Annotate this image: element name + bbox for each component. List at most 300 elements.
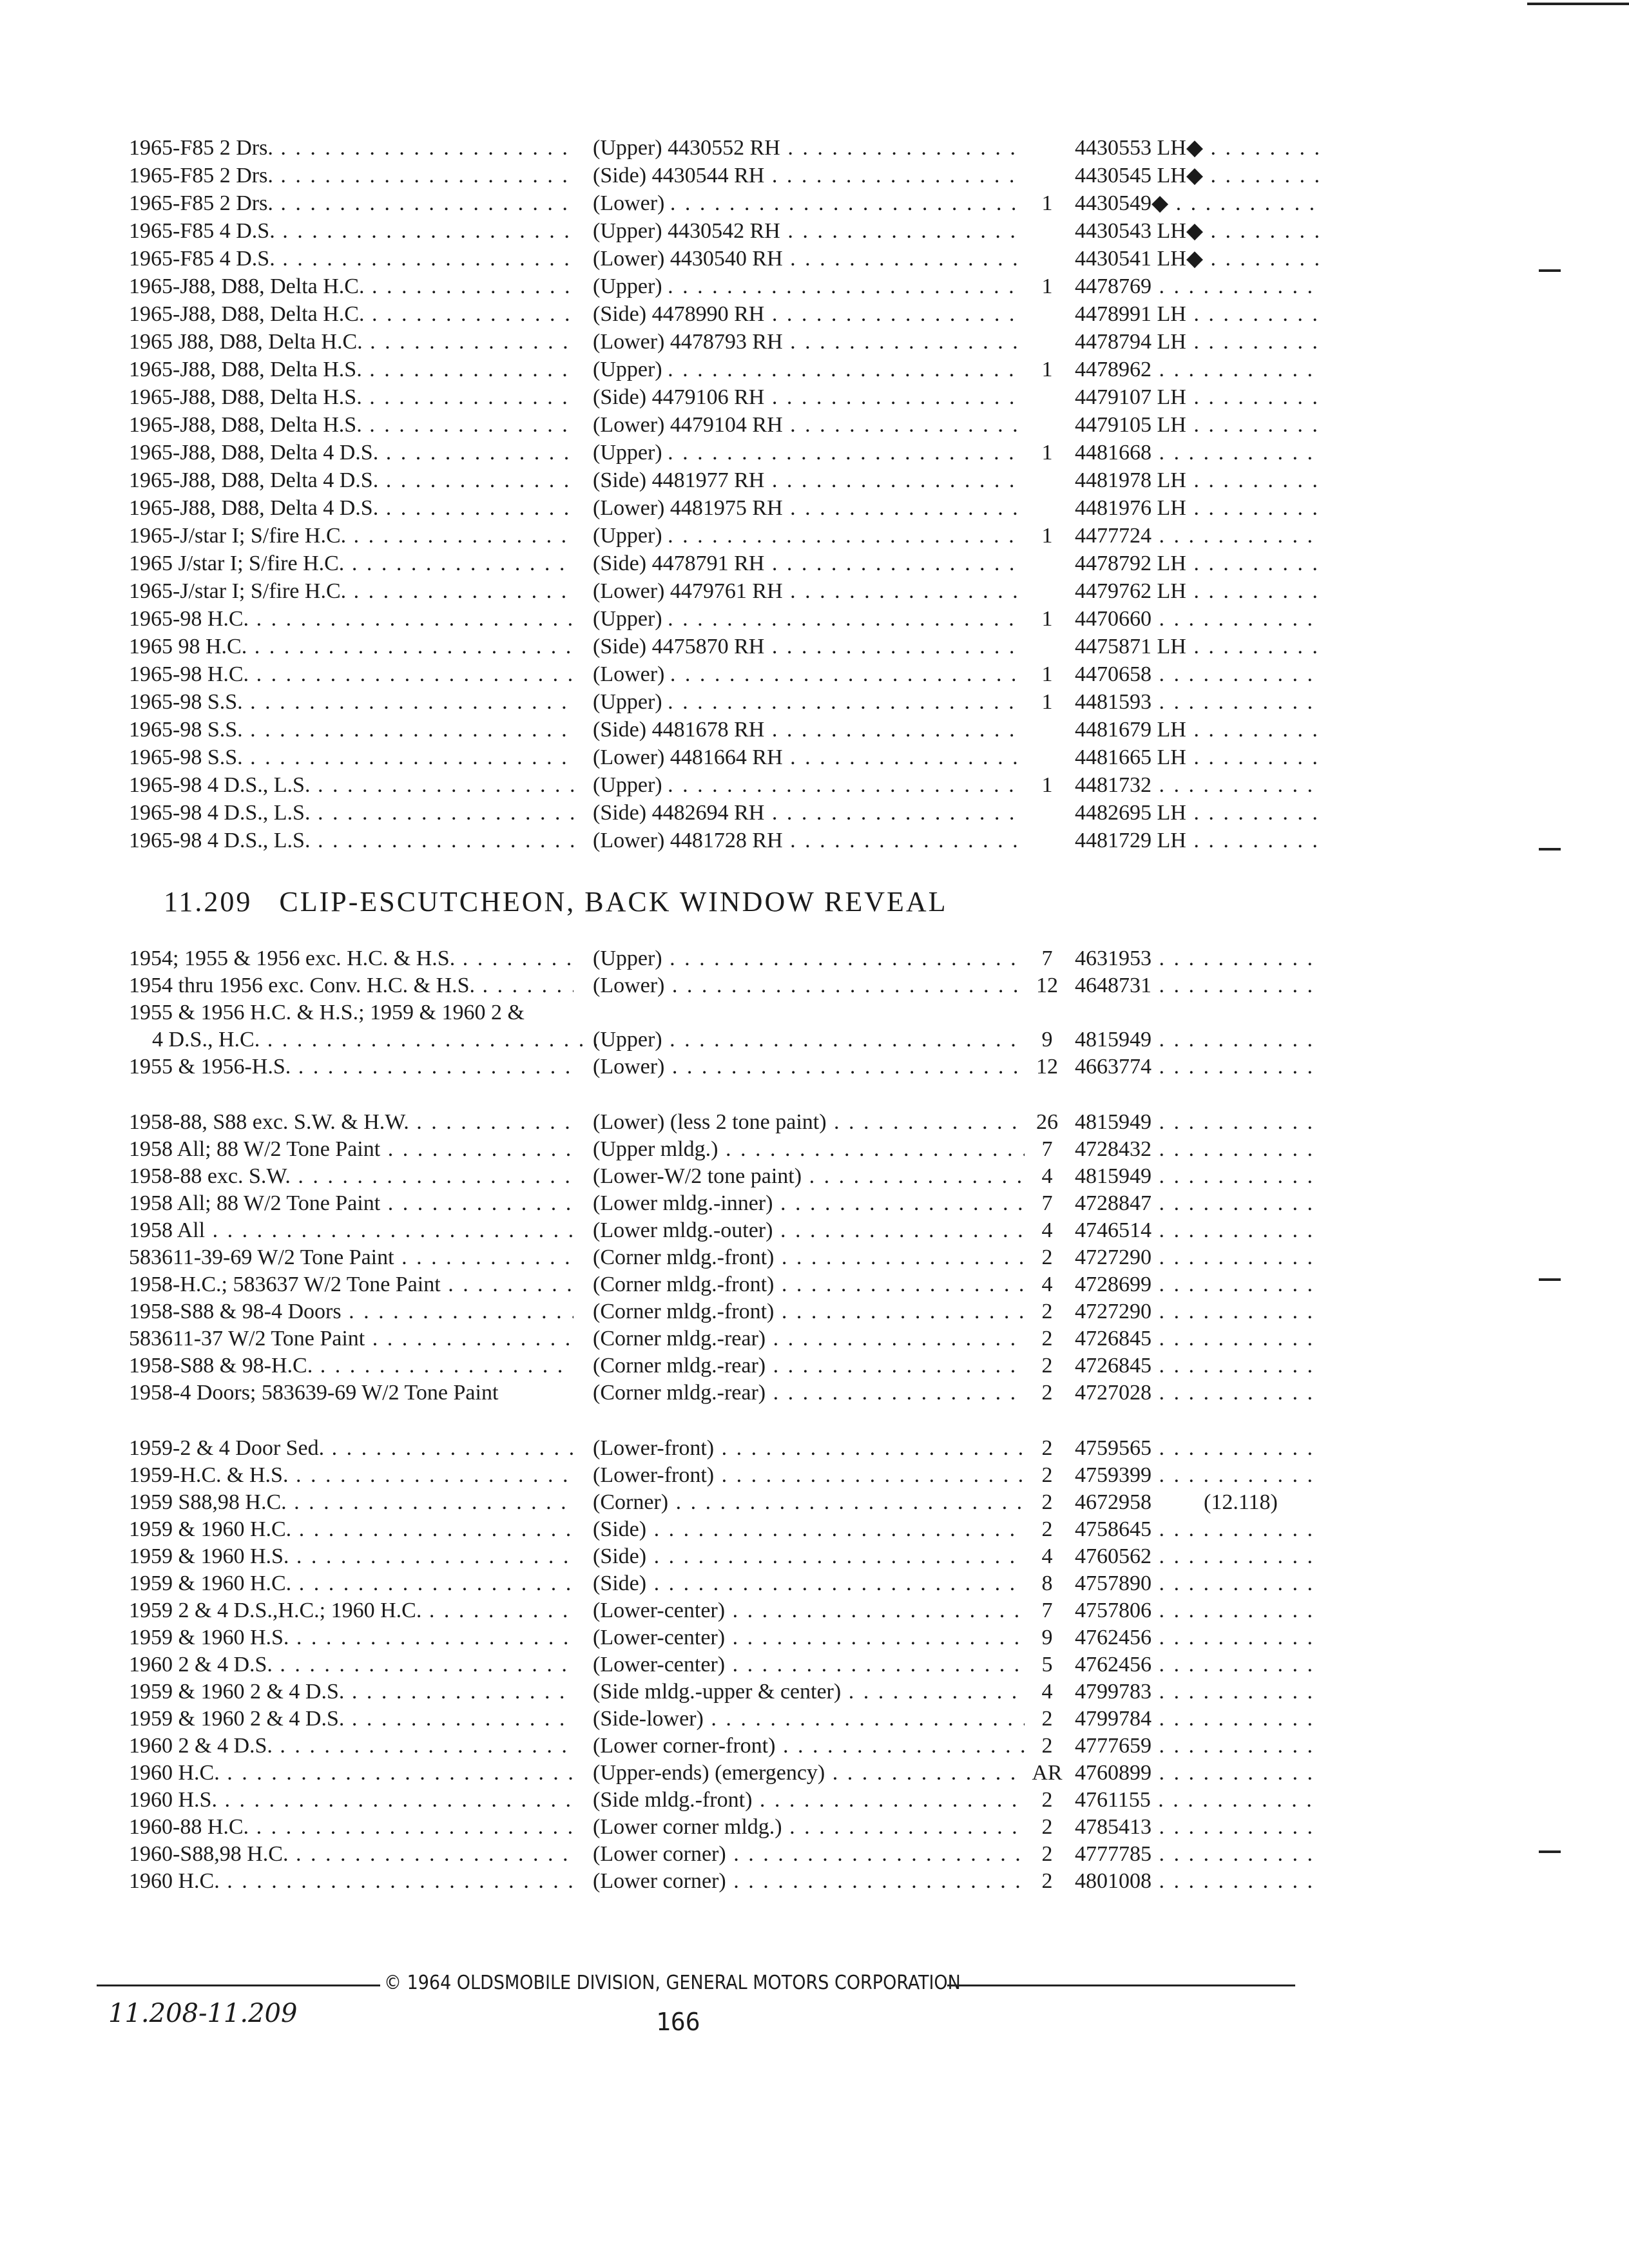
section-heading xyxy=(164,885,948,918)
position-cell: (Side) . . . xyxy=(593,1544,1025,1570)
position-label: (Upper) xyxy=(593,607,662,631)
part-number-cell: 4762456 . . . xyxy=(1075,1652,1320,1678)
application-cell: 1965-F85 2 Drs. . . . xyxy=(129,191,574,216)
part-number-cell: 4430541 LH◆ . . . xyxy=(1075,246,1320,272)
part-number-cell: 4815949 . . . xyxy=(1075,1164,1320,1189)
part-number-cell: 4430545 LH◆ . . . xyxy=(1075,163,1320,189)
qty-cell: 2 xyxy=(1041,1788,1053,1812)
position-label: (Side) xyxy=(593,385,647,409)
application-cell: 1965-J/star I; S/fire H.C. . . . xyxy=(129,579,574,604)
table-row xyxy=(0,302,1629,327)
application-cell: 1960 H.C. . . . xyxy=(129,1869,574,1894)
position-cell xyxy=(593,274,1025,300)
position-cell: (Lower) . . . xyxy=(593,973,1025,999)
application-cell: 1965-J88, D88, Delta H.S. . . . xyxy=(129,385,574,410)
table-row xyxy=(0,1353,1629,1379)
application-cell: 1959 & 1960 H.C. . . . xyxy=(129,1517,574,1542)
application-cell: 1960 H.C. . . . xyxy=(129,1760,574,1786)
application-cell: 1965 98 H.C. . . . xyxy=(129,634,574,660)
table-row xyxy=(0,800,1629,826)
part-number-cell: 4785413 . . . xyxy=(1075,1814,1320,1840)
table-row xyxy=(0,1436,1629,1461)
part-number-cell: 4727290 . . . xyxy=(1075,1299,1320,1325)
table-row xyxy=(0,385,1629,410)
position-cell: (Lower-center) . . . xyxy=(593,1652,1025,1678)
application-cell: 1954; 1955 & 1956 exc. H.C. & H.S. . . . xyxy=(129,946,574,972)
part-number-cell: 4478962 . . . xyxy=(1075,357,1320,383)
position-label: (Side) xyxy=(593,302,647,326)
part-number-cell: 4663774 . . . xyxy=(1075,1054,1320,1080)
application-cell: 1965-J/star I; S/fire H.C. . . . xyxy=(129,523,574,549)
application-cell: 583611-37 W/2 Tone Paint . . . xyxy=(129,1326,574,1352)
position-cell xyxy=(593,246,1025,272)
position-cell: (Corner mldg.-rear) . . . xyxy=(593,1380,1025,1406)
table-row xyxy=(0,329,1629,355)
table-row xyxy=(0,191,1629,216)
part-number-cell: 4801008 . . . xyxy=(1075,1869,1320,1894)
position-label: (Upper) xyxy=(593,219,662,243)
position-cell: (Lower-W/2 tone paint) . . . xyxy=(593,1164,1025,1189)
qty-cell: 9 xyxy=(1041,1028,1053,1052)
qty-cell: 7 xyxy=(1041,947,1053,970)
position-cell xyxy=(593,773,1025,798)
table-row xyxy=(0,1326,1629,1352)
part-number-cell: 4757806 . . . xyxy=(1075,1598,1320,1624)
position-cell: (Corner mldg.-front) . . . xyxy=(593,1245,1025,1271)
rh-part-number: 4481728 RH xyxy=(670,829,783,852)
position-cell: (Corner mldg.-front) . . . xyxy=(593,1299,1025,1325)
application-cell: 1965-98 4 D.S., L.S. . . . xyxy=(129,828,574,854)
application-cell: 1965-F85 2 Drs. . . . xyxy=(129,135,574,161)
part-number-cell: 4761155 . . . xyxy=(1075,1787,1320,1813)
part-number-cell: 4815949 . . . xyxy=(1075,1110,1320,1135)
position-cell xyxy=(593,717,1025,743)
position-label: (Side) xyxy=(593,552,647,575)
table-row xyxy=(0,357,1629,383)
position-cell xyxy=(593,689,1025,715)
position-cell: (Lower-center) . . . xyxy=(593,1598,1025,1624)
table-row xyxy=(0,1110,1629,1135)
part-number-cell: 4430553 LH◆ . . . xyxy=(1075,135,1320,161)
application-cell: 1965-J88, D88, Delta 4 D.S. . . . xyxy=(129,495,574,521)
table-row xyxy=(0,274,1629,300)
position-cell: (Side) . . . xyxy=(593,1571,1025,1597)
table-row xyxy=(0,606,1629,632)
part-number-cell: 4479105 LH . . . xyxy=(1075,412,1320,438)
table-row xyxy=(0,1000,1629,1026)
table-row xyxy=(0,689,1629,715)
table-row xyxy=(0,163,1629,189)
table-row xyxy=(0,1652,1629,1678)
table-row xyxy=(0,1027,1629,1053)
footer-copyright: © 1964 OLDSMOBILE DIVISION, GENERAL MOTORS CORPORATION xyxy=(384,1972,961,1994)
application-cell: 1965-J88, D88, Delta H.C. . . . xyxy=(129,274,574,300)
qty-cell: 4 xyxy=(1041,1164,1053,1188)
part-number-cell: 4727290 . . . xyxy=(1075,1245,1320,1271)
part-number-cell: 4728699 . . . xyxy=(1075,1272,1320,1298)
rh-part-number: 4478793 RH xyxy=(670,330,783,354)
part-number-cell: 4759399 . . . xyxy=(1075,1463,1320,1488)
position-cell: (Lower-front) . . . xyxy=(593,1463,1025,1488)
application-cell: 1960 H.S. . . . xyxy=(129,1787,574,1813)
table-row xyxy=(0,1571,1629,1597)
qty-cell: 1 xyxy=(1041,441,1053,465)
application-cell: 1954 thru 1956 exc. Conv. H.C. & H.S. . . . xyxy=(129,973,574,999)
position-cell: (Lower mldg.-inner) . . . xyxy=(593,1191,1025,1216)
qty-cell: 26 xyxy=(1036,1110,1058,1134)
position-cell xyxy=(593,634,1025,660)
position-cell xyxy=(593,523,1025,549)
qty-cell: 2 xyxy=(1041,1354,1053,1378)
rh-part-number: 4475870 RH xyxy=(651,635,765,658)
application-cell: 1959 & 1960 2 & 4 D.S. . . . xyxy=(129,1706,574,1732)
section-number: 11.209 xyxy=(164,886,253,918)
application-cell: 1965-98 H.C. . . . xyxy=(129,662,574,687)
position-cell xyxy=(593,163,1025,189)
qty-cell: 1 xyxy=(1041,358,1053,381)
part-number-cell xyxy=(1075,1490,1320,1515)
position-cell: (Corner mldg.-rear) . . . xyxy=(593,1326,1025,1352)
table-row xyxy=(0,1517,1629,1542)
application-cell: 1965-98 S.S. . . . xyxy=(129,689,574,715)
position-label: (Side) xyxy=(593,635,647,658)
rh-part-number: 4479106 RH xyxy=(651,385,765,409)
table-row xyxy=(0,662,1629,687)
rh-part-number: 4478990 RH xyxy=(651,302,765,326)
position-label: (Upper) xyxy=(593,274,662,298)
position-label: (Upper) xyxy=(593,136,662,160)
qty-cell: 7 xyxy=(1041,1191,1053,1215)
application-cell: 1965-98 S.S. . . . xyxy=(129,745,574,771)
qty-cell: 2 xyxy=(1041,1815,1053,1839)
qty-cell: AR xyxy=(1032,1761,1063,1785)
part-number-cell: 4481976 LH . . . xyxy=(1075,495,1320,521)
rh-part-number: 4430540 RH xyxy=(670,247,783,271)
part-number-cell: 4757890 . . . xyxy=(1075,1571,1320,1597)
table-row xyxy=(0,523,1629,549)
table-row xyxy=(0,246,1629,272)
qty-cell: 2 xyxy=(1041,1245,1053,1269)
position-cell: (Lower-center) . . . xyxy=(593,1625,1025,1651)
qty-cell: 2 xyxy=(1041,1436,1053,1460)
qty-cell: 2 xyxy=(1041,1869,1053,1893)
rh-part-number: 4479104 RH xyxy=(670,413,783,437)
table-row xyxy=(0,1137,1629,1162)
part-number-cell: 4481593 . . . xyxy=(1075,689,1320,715)
table-row xyxy=(0,1245,1629,1271)
position-cell: (Upper-ends) (emergency) . . . xyxy=(593,1760,1025,1786)
application-cell: 1958 All . . . xyxy=(129,1218,574,1244)
position-label: (Side) xyxy=(593,164,647,187)
position-cell: (Lower mldg.-outer) . . . xyxy=(593,1218,1025,1244)
part-number-cell: 4759565 . . . xyxy=(1075,1436,1320,1461)
table-row xyxy=(0,495,1629,521)
part-number-cell: 4470660 . . . xyxy=(1075,606,1320,632)
application-cell: 1965-F85 2 Drs. . . . xyxy=(129,163,574,189)
application-cell: 1960-88 H.C. . . . xyxy=(129,1814,574,1840)
position-cell: (Side) . . . xyxy=(593,1517,1025,1542)
qty-cell: 12 xyxy=(1036,1055,1058,1079)
position-cell xyxy=(593,828,1025,854)
qty-cell: 4 xyxy=(1041,1273,1053,1296)
position-label: (Upper) xyxy=(593,773,662,797)
application-cell: 1965-J88, D88, Delta H.S. . . . xyxy=(129,357,574,383)
application-cell: 4 D.S., H.C. . . . xyxy=(152,1027,597,1053)
footer-rule-left xyxy=(97,1984,380,1986)
part-number-cell: 4760562 . . . xyxy=(1075,1544,1320,1570)
position-cell xyxy=(593,495,1025,521)
rh-part-number: 4478791 RH xyxy=(651,552,765,575)
table-row xyxy=(0,1218,1629,1244)
application-cell: 1958-S88 & 98-4 Doors . . . xyxy=(129,1299,574,1325)
position-label: (Side) xyxy=(593,468,647,492)
rh-part-number: 4481975 RH xyxy=(670,496,783,520)
rh-part-number: 4482694 RH xyxy=(651,801,765,825)
position-cell: (Side-lower) . . . xyxy=(593,1706,1025,1732)
table-row xyxy=(0,1814,1629,1840)
position-label: (Lower) xyxy=(593,330,665,354)
position-cell: (Corner) . . . xyxy=(593,1490,1025,1515)
qty-cell: 8 xyxy=(1041,1571,1053,1595)
qty-cell: 4 xyxy=(1041,1544,1053,1568)
application-cell: 1958-88, S88 exc. S.W. & H.W. . . . xyxy=(129,1110,574,1135)
application-cell: 1960 2 & 4 D.S. . . . xyxy=(129,1652,574,1678)
part-number-cell: 4726845 . . . xyxy=(1075,1353,1320,1379)
table-row xyxy=(0,1272,1629,1298)
qty-cell: 1 xyxy=(1041,662,1053,686)
position-cell xyxy=(593,745,1025,771)
table-row xyxy=(0,1869,1629,1894)
part-number-cell: 4728432 . . . xyxy=(1075,1137,1320,1162)
position-cell: (Lower) (less 2 tone paint) . . . xyxy=(593,1110,1025,1135)
position-cell: (Lower corner-front) . . . xyxy=(593,1733,1025,1759)
application-cell: 1958-H.C.; 583637 W/2 Tone Paint . . . xyxy=(129,1272,574,1298)
table-row xyxy=(0,1544,1629,1570)
footer-section-ref: 11.208-11.209 xyxy=(108,1999,298,2028)
top-rule xyxy=(1527,3,1629,5)
position-cell: (Side mldg.-front) . . . xyxy=(593,1787,1025,1813)
application-cell: 1965-98 S.S. . . . xyxy=(129,717,574,743)
table-row xyxy=(0,468,1629,494)
qty-cell: 4 xyxy=(1041,1218,1053,1242)
table-row xyxy=(0,412,1629,438)
table-row xyxy=(0,218,1629,244)
application-cell: 1959 2 & 4 D.S.,H.C.; 1960 H.C. . . . xyxy=(129,1598,574,1624)
position-label: (Lower) xyxy=(593,745,665,769)
position-cell xyxy=(593,135,1025,161)
application-cell: 1965 J/star I; S/fire H.C. . . . xyxy=(129,551,574,577)
position-cell: (Lower) . . . xyxy=(593,1054,1025,1080)
part-number-cell: 4479762 LH . . . xyxy=(1075,579,1320,604)
table-row xyxy=(0,717,1629,743)
part-number-cell: 4478769 . . . xyxy=(1075,274,1320,300)
table-row xyxy=(0,973,1629,999)
position-cell xyxy=(593,800,1025,826)
position-cell xyxy=(593,385,1025,410)
table-row xyxy=(0,1760,1629,1786)
rh-part-number: 4481977 RH xyxy=(651,468,765,492)
part-number-cell: 4726845 . . . xyxy=(1075,1326,1320,1352)
table-row xyxy=(0,1733,1629,1759)
position-cell xyxy=(593,357,1025,383)
application-cell: 1958-88 exc. S.W. . . . xyxy=(129,1164,574,1189)
position-label: (Side) xyxy=(593,718,647,742)
part-number-cell: 4478794 LH . . . xyxy=(1075,329,1320,355)
table-row xyxy=(0,1598,1629,1624)
qty-cell: 2 xyxy=(1041,1327,1053,1350)
application-cell: 1965-98 4 D.S., L.S. . . . xyxy=(129,800,574,826)
qty-cell: 7 xyxy=(1041,1599,1053,1622)
application-cell: 1958-4 Doors; 583639-69 W/2 Tone Paint xyxy=(129,1381,499,1405)
cross-reference: (12.118) xyxy=(1204,1490,1278,1514)
part-number-cell: 4478792 LH . . . xyxy=(1075,551,1320,577)
table-row xyxy=(0,1679,1629,1705)
part-number-cell: 4777785 . . . xyxy=(1075,1841,1320,1867)
part-number-cell: 4481978 LH . . . xyxy=(1075,468,1320,494)
position-cell xyxy=(593,579,1025,604)
part-number-cell: 4799783 . . . xyxy=(1075,1679,1320,1705)
part-number-cell: 4631953 . . . xyxy=(1075,946,1320,972)
part-number-cell: 4477724 . . . xyxy=(1075,523,1320,549)
position-cell: (Side mldg.-upper & center) . . . xyxy=(593,1679,1025,1705)
table-row xyxy=(0,1841,1629,1867)
part-number-cell: 4758645 . . . xyxy=(1075,1517,1320,1542)
part-number-cell: 4760899 . . . xyxy=(1075,1760,1320,1786)
table-row xyxy=(0,1625,1629,1651)
qty-cell: 1 xyxy=(1041,524,1053,548)
part-number-cell: 4728847 . . . xyxy=(1075,1191,1320,1216)
qty-cell: 1 xyxy=(1041,773,1053,797)
table-row xyxy=(0,745,1629,771)
application-cell: 1965-J88, D88, Delta 4 D.S. . . . xyxy=(129,440,574,466)
application-cell: 1958 All; 88 W/2 Tone Paint . . . xyxy=(129,1137,574,1162)
part-number-cell: 4746514 . . . xyxy=(1075,1218,1320,1244)
rh-part-number: 4479761 RH xyxy=(670,579,783,603)
qty-cell: 4 xyxy=(1041,1680,1053,1704)
qty-cell: 9 xyxy=(1041,1626,1053,1649)
application-cell: 1959 & 1960 H.S. . . . xyxy=(129,1544,574,1570)
table-row xyxy=(0,1787,1629,1813)
application-cell: 1955 & 1956 H.C. & H.S.; 1959 & 1960 2 & xyxy=(129,1001,525,1024)
part-number-cell: 4481729 LH . . . xyxy=(1075,828,1320,854)
qty-cell: 1 xyxy=(1041,607,1053,631)
position-cell xyxy=(593,606,1025,632)
qty-cell: 2 xyxy=(1041,1707,1053,1731)
position-cell xyxy=(593,662,1025,687)
part-number-cell: 4777659 . . . xyxy=(1075,1733,1320,1759)
application-cell: 1958 All; 88 W/2 Tone Paint . . . xyxy=(129,1191,574,1216)
table-row xyxy=(0,1380,1629,1406)
application-cell: 1958-S88 & 98-H.C. . . . xyxy=(129,1353,574,1379)
qty-cell: 7 xyxy=(1041,1137,1053,1161)
qty-cell: 2 xyxy=(1041,1517,1053,1541)
qty-cell: 12 xyxy=(1036,974,1058,997)
part-number-cell: 4648731 . . . xyxy=(1075,973,1320,999)
qty-cell: 2 xyxy=(1041,1463,1053,1487)
table-row xyxy=(0,1706,1629,1732)
part-number-cell: 4762456 . . . xyxy=(1075,1625,1320,1651)
part-number-cell: 4481679 LH . . . xyxy=(1075,717,1320,743)
position-label: (Upper) xyxy=(593,441,662,465)
application-cell: 1959 & 1960 H.C. . . . xyxy=(129,1571,574,1597)
part-number-cell: 4481665 LH . . . xyxy=(1075,745,1320,771)
part-number-cell: 4478991 LH . . . xyxy=(1075,302,1320,327)
application-cell: 1965-98 4 D.S., L.S. . . . xyxy=(129,773,574,798)
table-row xyxy=(0,773,1629,798)
position-cell: (Lower corner mldg.) . . . xyxy=(593,1814,1025,1840)
table-row xyxy=(0,135,1629,161)
qty-cell: 2 xyxy=(1041,1300,1053,1323)
table-row xyxy=(0,1299,1629,1325)
rh-part-number: 4430544 RH xyxy=(651,164,765,187)
part-number-cell: 4727028 . . . xyxy=(1075,1380,1320,1406)
table-row xyxy=(0,634,1629,660)
position-cell: (Upper) . . . xyxy=(593,1027,1025,1053)
table-row xyxy=(0,1164,1629,1189)
position-cell: (Corner mldg.-rear) . . . xyxy=(593,1353,1025,1379)
application-cell: 1960-S88,98 H.C. . . . xyxy=(129,1841,574,1867)
table-row xyxy=(0,1463,1629,1488)
position-label: (Lower) xyxy=(593,496,665,520)
application-cell: 1959-H.C. & H.S. . . . xyxy=(129,1463,574,1488)
position-label: (Lower) xyxy=(593,247,665,271)
part-number: 4672958 xyxy=(1075,1490,1152,1514)
position-cell xyxy=(593,329,1025,355)
application-cell: 1965-J88, D88, Delta H.S. . . . xyxy=(129,412,574,438)
application-cell: 1959 & 1960 2 & 4 D.S. . . . xyxy=(129,1679,574,1705)
application-cell: 1959-2 & 4 Door Sed. . . . xyxy=(129,1436,574,1461)
application-cell: 1965-J88, D88, Delta 4 D.S. . . . xyxy=(129,468,574,494)
application-cell: 1965-98 H.C. . . . xyxy=(129,606,574,632)
position-cell: (Corner mldg.-front) . . . xyxy=(593,1272,1025,1298)
qty-cell: 1 xyxy=(1041,274,1053,298)
application-cell: 1965-J88, D88, Delta H.C. . . . xyxy=(129,302,574,327)
position-cell xyxy=(593,412,1025,438)
qty-cell: 1 xyxy=(1041,191,1053,215)
position-label: (Side) xyxy=(593,801,647,825)
position-cell xyxy=(593,468,1025,494)
application-cell: 1965-F85 4 D.S. . . . xyxy=(129,218,574,244)
application-cell: 583611-39-69 W/2 Tone Paint . . . xyxy=(129,1245,574,1271)
position-cell xyxy=(593,440,1025,466)
footer-rule-right xyxy=(947,1984,1295,1986)
part-number-cell: 4482695 LH . . . xyxy=(1075,800,1320,826)
position-label: (Upper) xyxy=(593,690,662,714)
table-row xyxy=(0,551,1629,577)
qty-cell: 2 xyxy=(1041,1381,1053,1405)
position-cell: (Upper mldg.) . . . xyxy=(593,1137,1025,1162)
position-cell: (Lower-front) . . . xyxy=(593,1436,1025,1461)
position-label: (Lower) xyxy=(593,579,665,603)
part-number-cell: 4430549◆ . . . xyxy=(1075,191,1320,216)
rh-part-number: 4430552 RH xyxy=(668,136,780,160)
position-cell xyxy=(593,218,1025,244)
application-cell: 1955 & 1956-H.S. . . . xyxy=(129,1054,574,1080)
qty-cell: 2 xyxy=(1041,1734,1053,1758)
position-cell: (Lower corner) . . . xyxy=(593,1841,1025,1867)
part-number-cell: 4430543 LH◆ . . . xyxy=(1075,218,1320,244)
application-cell: 1960 2 & 4 D.S. . . . xyxy=(129,1733,574,1759)
application-cell: 1959 & 1960 H.S. . . . xyxy=(129,1625,574,1651)
position-label: (Lower) xyxy=(593,662,665,686)
position-cell xyxy=(593,302,1025,327)
part-number-cell: 4799784 . . . xyxy=(1075,1706,1320,1732)
application-cell: 1959 S88,98 H.C. . . . xyxy=(129,1490,574,1515)
position-cell xyxy=(593,551,1025,577)
part-number-cell: 4481668 . . . xyxy=(1075,440,1320,466)
table-row xyxy=(0,1490,1629,1515)
application-cell: 1965-F85 4 D.S. . . . xyxy=(129,246,574,272)
